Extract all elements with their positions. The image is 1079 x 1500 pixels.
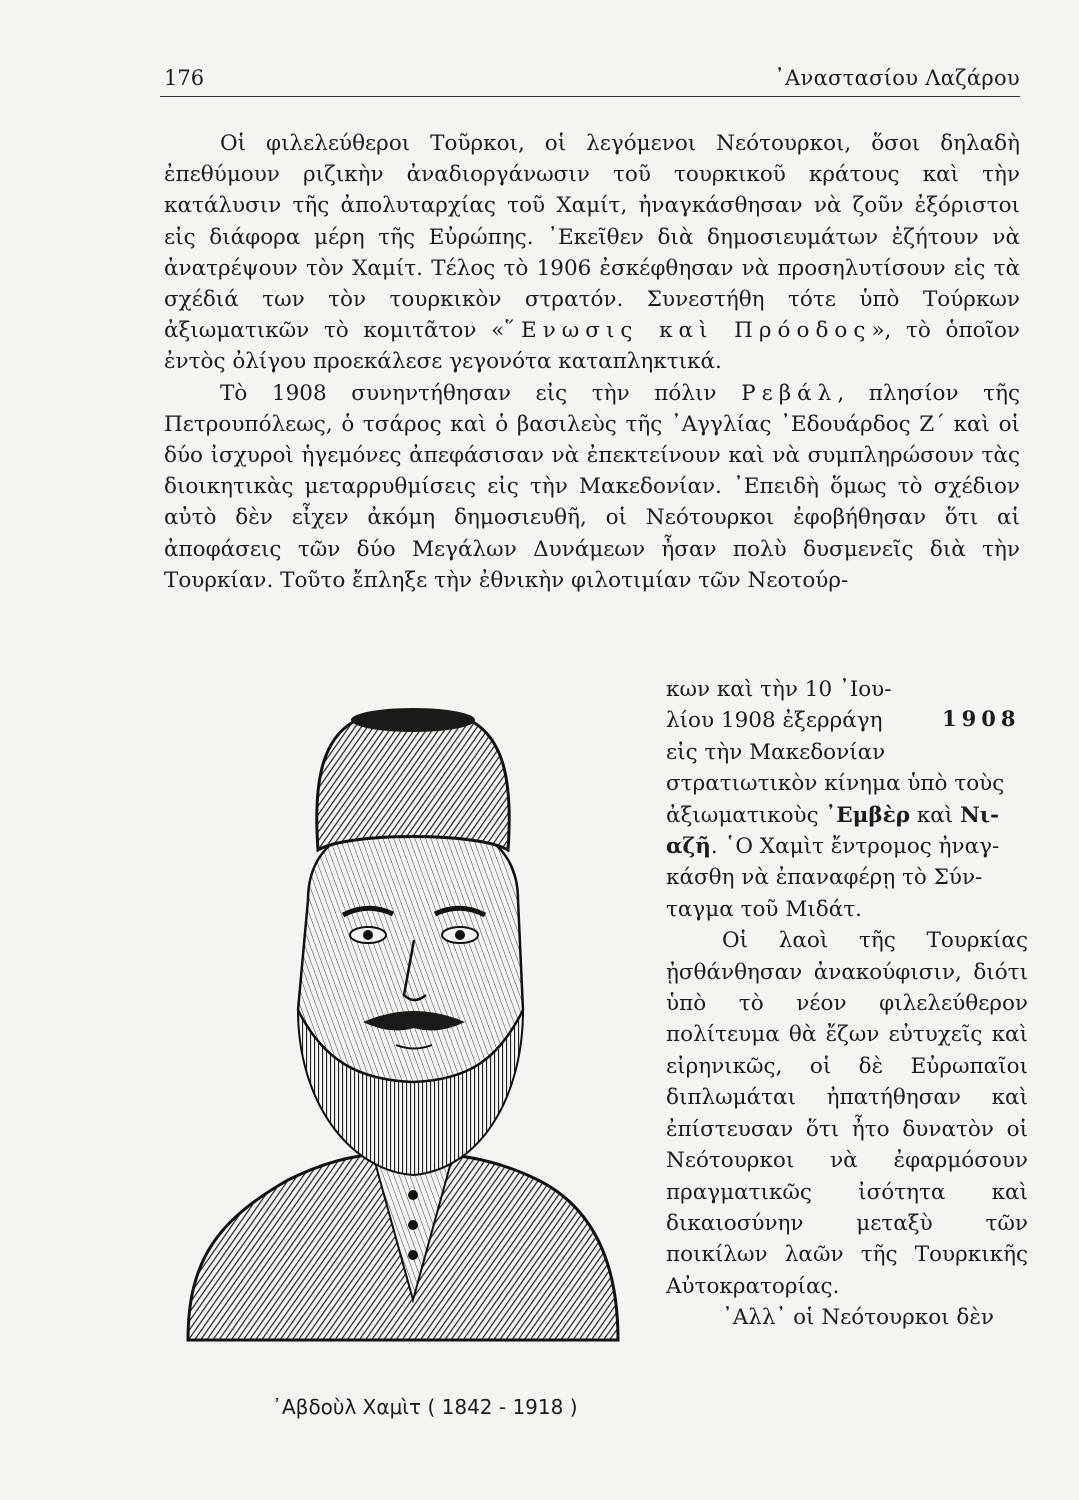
fez-hat xyxy=(317,713,509,850)
paragraph-1 xyxy=(164,128,1020,378)
main-text xyxy=(164,128,1020,596)
side-line: στρατιωτικὸν κίνημα ὑπὸ τοὺς xyxy=(666,771,1005,797)
side-line: κων καὶ τὴν 10 ᾿Ιου- xyxy=(666,677,892,702)
name-niazi-start: Νι- xyxy=(960,802,1000,828)
paragraph-1-end: », τὸ ὁποῖον ἐντὸς ὀλίγου προεκάλεσε γεγονότα καταπληκτικά. xyxy=(164,318,1020,375)
side-line xyxy=(666,800,1028,831)
side-text: . ῾Ο Χαμὶτ ἔντρομος ἠναγ- xyxy=(710,834,1000,860)
face-shape xyxy=(298,820,523,1082)
paragraph-1-text: Οἱ φιλελεύθεροι Τοῦρκοι, οἱ λεγόμενοι Νεότουρκοι, ὅσοι δηλαδὴ ἐπεθύμουν ριζικὴν ἀναδιοργάνωσιν τοῦ τουρκικοῦ κράτους καὶ τὴν κατάλυσιν τῆς ἀπολυταρχίας τοῦ Χαμίτ, ἠναγκάσθησαν νὰ ζοῦν ἐξόριστοι εἰς διάφορα μέρη τῆς Εὐρώπης. ᾿Εκεῖθεν διὰ δημοσιευμάτων ἐζήτουν νὰ ἀνατρέψουν τὸν Χαμίτ. Τέλος τὸ 1906 ἐσκέφθησαν νὰ προσηλυτίσουν εἰς τὰ σχέδιά των τὸν τουρκικὸν στρατόν. Συνεστήθη τότε ὑπὸ Τούρκων ἀξιωματικῶν τὸ κομιτᾶτον « xyxy=(164,131,1020,344)
portrait-engraving xyxy=(178,700,648,1360)
paragraph-2-end: , πλησίον τῆς Πετρουπόλεως, ὁ τσάρος καὶ ὁ βασιλεὺς τῆς ᾿Αγγλίας ᾿Εδουάρδος Ζ΄ καὶ οἱ δύο ἰσχυροὶ ἡγεμόνες ἀπεφάσισαν νὰ ἐπεκτείνουν καὶ νὰ συμπληρώσουν τὰς διοικητικὰς μεταρρυθμίσεις εἰς τὴν Μακεδονίαν. ᾿Επειδὴ ὅμως τὸ σχέδιον αὐτὸ δὲν εἶχεν ἀκόμη δημοσιευθῆ, οἱ Νεότουρκοι ἐφοβήθησαν ὅτι αἱ ἀποφάσεις τῶν δύο Μεγάλων Δυνάμεων ἦσαν πολὺ δυσμενεῖς διὰ τὴν Τουρκίαν. Τοῦτο ἔπληξε τὴν ἐθνικὴν φιλοτιμίαν τῶν Νεοτούρ- xyxy=(164,380,1020,593)
portrait-caption: ᾿Αβδοὺλ Χαμὶτ ( 1842 - 1918 ) xyxy=(272,1395,578,1419)
name-niazi-end: αζῆ xyxy=(666,834,711,860)
paragraph-2-text: Τὸ 1908 συνηντήθησαν εἰς τὴν πόλιν xyxy=(220,380,742,406)
name-enver: ᾿Εμβὲρ xyxy=(825,802,910,828)
margin-year-note: 1908 xyxy=(942,706,1021,731)
side-line: λίου 1908 ἐξερράγη xyxy=(666,708,883,734)
side-text: ἀξιωματικοὺς xyxy=(666,802,826,828)
side-text: καὶ xyxy=(910,802,961,828)
paragraph-2 xyxy=(164,378,1020,596)
page-number: 176 xyxy=(164,66,205,90)
committee-name: ῞Ενωσις καὶ Πρόοδος xyxy=(504,318,872,344)
side-line: εἰς τὴν Μακεδονίαν xyxy=(666,739,886,765)
page-header xyxy=(160,62,1020,97)
side-paragraph-2: Οἱ λαοὶ τῆς Τουρκίας ᾐσθάνθησαν ἀνακούφισιν, διότι ὑπὸ τὸ νέον φιλελεύθερον πολίτευμα θὰ ἔζων εὐτυχεῖς καὶ εἰρηνικῶς, οἱ δὲ Εὐρωπαῖοι διπλωμάται ἠπατήθησαν καὶ ἐπίστευσαν ὅτι ἦτο δυνατὸν οἱ Νεότουρκοι νὰ ἐφαρμόσουν πραγματικῶς ἰσότητα καὶ δικαιοσύνην μεταξὺ τῶν ποικίλων λαῶν τῆς Τουρκικῆς Αὐτοκρατορίας. xyxy=(666,928,1028,1299)
side-line: ταγμα τοῦ Μιδάτ. xyxy=(666,896,862,922)
city-name: Ρεβάλ xyxy=(741,380,838,406)
side-line: κάσθη νὰ ἐπαναφέρῃ τὸ Σύν- xyxy=(666,865,983,891)
running-head: ᾿Αναστασίου Λαζάρου xyxy=(774,66,1020,90)
side-line xyxy=(666,831,1028,862)
side-column-text xyxy=(666,674,1028,1334)
side-paragraph-3: ᾿Αλλ᾿ οἱ Νεότουρκοι δὲν xyxy=(722,1305,994,1331)
